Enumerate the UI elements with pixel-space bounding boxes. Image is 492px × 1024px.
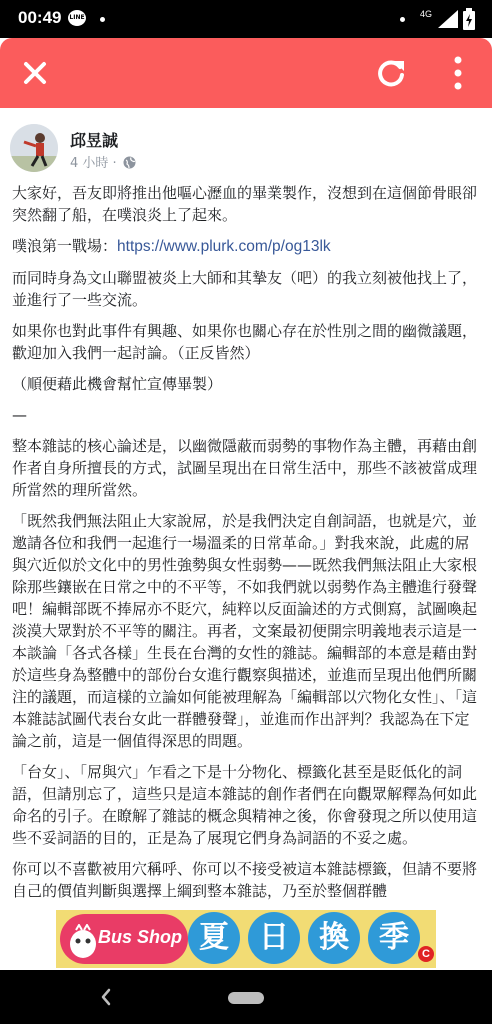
post-paragraph: 而同時身為文山聯盟被炎上大師和其摯友（吧）的我立刻被他找上了，並進行了一些交流。 bbox=[12, 269, 478, 309]
app-toolbar bbox=[0, 38, 492, 108]
post-paragraph: 你可以不喜歡被用穴稱呼、你可以不接受被這本雜誌標籤，但請不要將自己的價值判斷與選擇上綱到整本雜誌，乃至於整個群體 bbox=[12, 860, 478, 900]
status-bar bbox=[0, 0, 492, 38]
post-paragraph: 整本雜誌的核心論述是，以幽微隱蔽而弱勢的事物作為主體，再藉由創作者自身所擅長的方式，試圖呈現出在日常生活中，那些不該被當成理所當然的理所當然。 bbox=[12, 437, 478, 499]
signal-icon bbox=[438, 10, 458, 28]
line-chat-icon: LINE bbox=[68, 10, 86, 26]
network-type: 4G bbox=[420, 9, 433, 19]
close-icon[interactable] bbox=[18, 56, 52, 90]
ad-brand-name: Bus Shop bbox=[98, 927, 182, 947]
status-time: 00:49 bbox=[18, 8, 62, 27]
ad-banner[interactable] bbox=[0, 908, 492, 970]
ad-headline-char: 季 bbox=[368, 912, 420, 964]
post-divider: — bbox=[12, 406, 27, 424]
ad-choices-badge[interactable]: C bbox=[418, 946, 434, 962]
ad-creative[interactable] bbox=[56, 910, 436, 968]
post-paragraph: 大家好，吾友即將推出他嘔心瀝血的畢業製作，沒想到在這個節骨眼卻突然翻了船，在噗浪炎上了起來。 bbox=[12, 184, 478, 224]
system-nav-bar bbox=[0, 970, 492, 1024]
post-author[interactable]: 邱昱誠 bbox=[70, 131, 119, 150]
post-time[interactable]: 4 小時 bbox=[70, 156, 109, 171]
post-paragraph: （順便藉此機會幫忙宣傳畢製） bbox=[12, 375, 223, 393]
notification-dot-icon bbox=[400, 17, 405, 22]
post-header bbox=[0, 112, 492, 182]
back-chevron-icon[interactable] bbox=[98, 986, 114, 1008]
post-paragraph: 「台女」、「屌與穴」乍看之下是十分物化、標籤化甚至是貶低化的詞語，但請別忘了，這些只是這本雜誌的創作者們在向觀眾解釋為何如此命名的引子。在瞭解了雜誌的概念與精神之後，你會發現之所以使用這些不妥詞語的目的，正是為了展現它們身為詞語的不妥之處。 bbox=[12, 763, 478, 847]
avatar[interactable] bbox=[10, 124, 58, 172]
post-paragraph: 「既然我們無法阻止大家說屌，於是我們決定自創詞語，也就是穴，並邀請各位和我們一起進行一場溫柔的日常革命。」對我來說，此處的屌與穴近似於文化中的男性強勢與女性弱勢——既然我們無法阻止大家根除那些鑲嵌在日常之中的不平等，不如我們就以弱勢作為主體進行發聲吧！編輯部既不捧屌亦不貶穴，純粹以反面論述的方式側寫，試圖喚起淡漠大眾對於不平等的關注。再者，文案最初便開宗明義地表示這是一本談論「各式各樣」生長在台灣的女性的雜誌。編輯部的本意是藉由對於這些身為整體中的部份台女進行觀察與描述，並進而呈現出他們所關注的議題，而這樣的立論如何能被理解為「編輯部以穴物化女性」、「這本雜誌試圖代表台女此一群體發聲」，並進而作出評判？我認為在下定論之前，這是一個值得深思的問題。 bbox=[12, 512, 478, 750]
link-label: 噗浪第一戰場： bbox=[12, 237, 118, 255]
reload-icon[interactable] bbox=[374, 56, 408, 90]
ad-headline-char: 夏 bbox=[188, 912, 240, 964]
meta-separator: · bbox=[108, 156, 121, 171]
avatar-image bbox=[10, 124, 58, 172]
notification-dot-icon bbox=[100, 17, 105, 22]
post-paragraph: 如果你也對此事件有興趣、如果你也關心存在於性別之間的幽微議題，歡迎加入我們一起討論。（正反皆然） bbox=[12, 322, 478, 362]
mascot-icon bbox=[68, 924, 98, 960]
battery-charging-icon bbox=[462, 8, 476, 30]
globe-icon bbox=[123, 156, 136, 169]
ad-headline-char: 換 bbox=[308, 912, 360, 964]
post-body bbox=[12, 182, 482, 911]
post-paragraph bbox=[12, 235, 482, 258]
home-pill-icon[interactable] bbox=[228, 992, 264, 1004]
post-meta bbox=[70, 152, 136, 171]
ad-brand-logo bbox=[60, 914, 188, 964]
more-vert-icon[interactable] bbox=[446, 54, 470, 92]
ad-headline-char: 日 bbox=[248, 912, 300, 964]
plurk-link[interactable]: https://www.plurk.com/p/og13lk bbox=[117, 238, 331, 255]
